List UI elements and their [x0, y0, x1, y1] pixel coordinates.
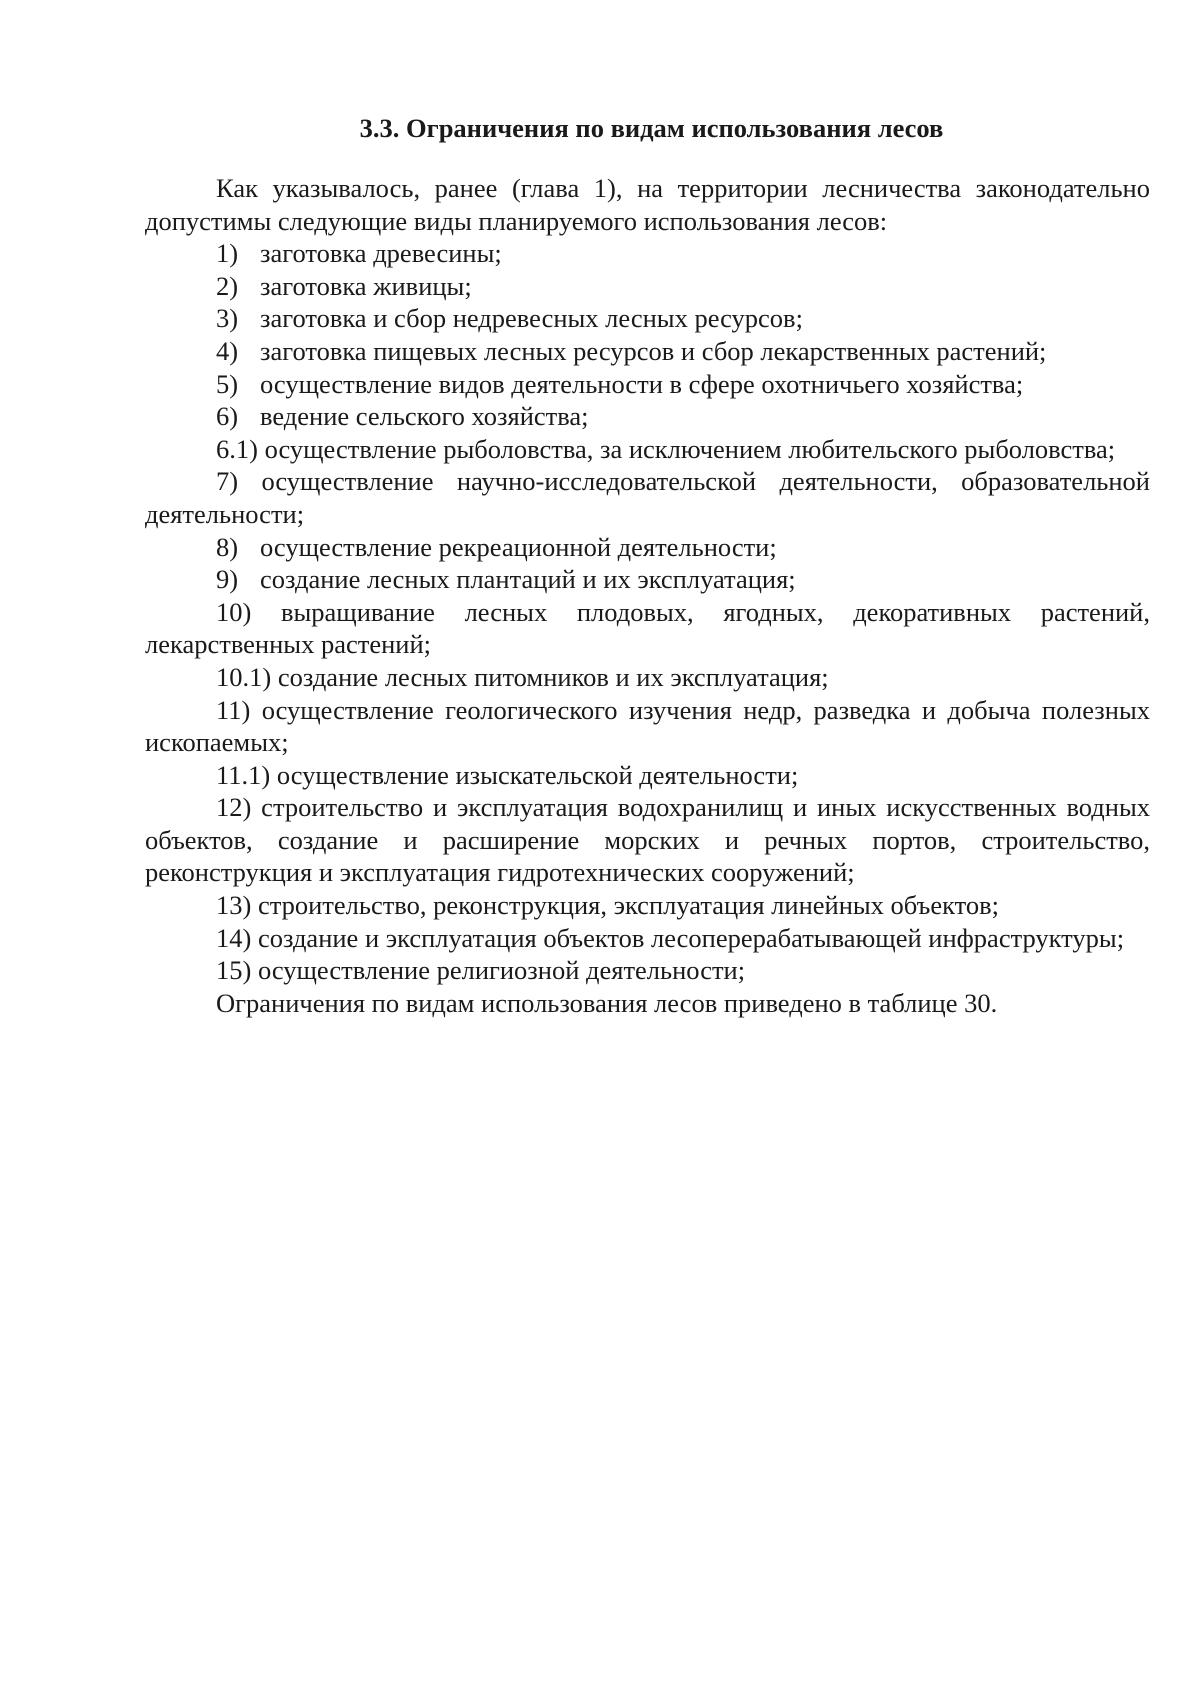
list-item — [145, 368, 1150, 401]
list-item: 13) строительство, реконструкция, эксплуатация линейных объектов; — [216, 890, 999, 921]
list-item-number: 4) — [216, 335, 239, 366]
list-item-number: 6) — [216, 401, 239, 432]
list-item-text: осуществление рекреационной деятельности; — [260, 531, 777, 562]
list-item-number: 3) — [216, 303, 239, 334]
list-item-text: заготовка и сбор недревесных лесных ресурсов; — [260, 303, 803, 334]
list-item: 11.1) осуществление изыскательской деятельности; — [216, 759, 799, 790]
list-item-text: ведение сельского хозяйства; — [260, 401, 589, 432]
list-item-number: 8) — [216, 531, 239, 562]
list-item-wrapped: 10) выращивание лесных плодовых, ягодных, декоративных растений, лекарственных растений; — [145, 596, 1150, 660]
list-item-text: заготовка древесины; — [260, 238, 502, 269]
list-item — [145, 237, 1150, 270]
list-item-text: заготовка живицы; — [260, 270, 472, 301]
list-item-wrapped: 12) строительство и эксплуатация водохранилищ и иных искусственных водных объектов, создание и расширение морских и речных портов, строительство, реконструкция и эксплуатация гидротехнических сооружений; — [145, 792, 1150, 888]
list-item — [145, 400, 1150, 433]
list-item — [145, 531, 1150, 564]
list-item-number: 1) — [216, 238, 239, 269]
section-heading: 3.3. Ограничения по видам использования лесов — [359, 113, 944, 143]
list-item — [145, 302, 1150, 335]
document-body — [145, 112, 1150, 1019]
intro-paragraph: Как указывалось, ранее (глава 1), на территории лесничества законодательно допустимы следующие виды планируемого использования лесов: — [145, 173, 1150, 236]
list-item: 15) осуществление религиозной деятельности; — [216, 955, 746, 986]
list-item — [145, 335, 1150, 368]
list-item-number: 2) — [216, 270, 239, 301]
list-item: 10.1) создание лесных питомников и их эксплуатация; — [216, 661, 829, 692]
list-item-text: осуществление видов деятельности в сфере охотничьего хозяйства; — [260, 368, 1024, 399]
list-item — [145, 270, 1150, 303]
list-item-wrapped: 6.1) осуществление рыболовства, за исключением любительского рыболовства; — [216, 433, 1116, 464]
list-item-number: 9) — [216, 564, 239, 595]
list-item — [145, 563, 1150, 596]
closing-paragraph: Ограничения по видам использования лесов приведено в таблице 30. — [216, 987, 998, 1018]
list-item-text: заготовка пищевых лесных ресурсов и сбор лекарственных растений; — [260, 335, 1047, 366]
list-item-wrapped: 7) осуществление научно-исследовательской деятельности, образовательной деятельности; — [145, 466, 1150, 529]
list-item-wrapped: 11) осуществление геологического изучения недр, разведка и добыча полезных ископаемых; — [145, 694, 1150, 758]
list-item-text: создание лесных плантаций и их эксплуатация; — [260, 564, 796, 595]
list-item-number: 5) — [216, 368, 239, 399]
list-item-wrapped: 14) создание и эксплуатация объектов лесоперерабатывающей инфраструктуры; — [216, 922, 1125, 953]
usage-list — [145, 237, 1150, 987]
